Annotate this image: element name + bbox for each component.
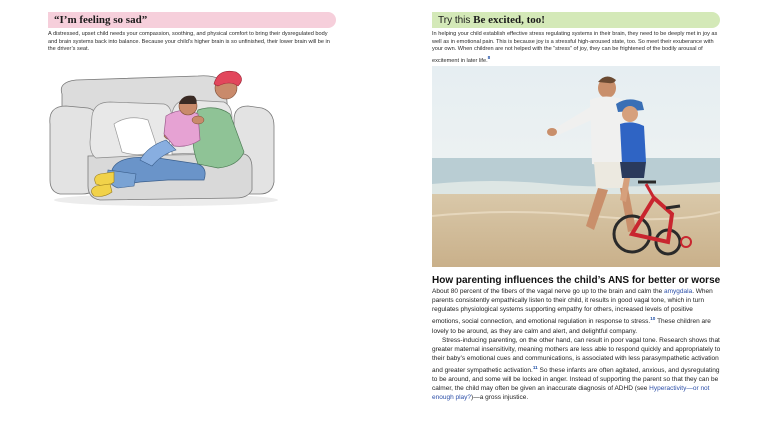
- reference-10[interactable]: 10: [650, 316, 656, 322]
- reference-8[interactable]: 8: [487, 54, 491, 60]
- hyperactivity-link[interactable]: Hyperactivity—or not enough play?: [432, 385, 710, 402]
- amygdala-link[interactable]: amygdala: [664, 288, 693, 295]
- section-body: [432, 287, 722, 402]
- try-this-label: Try this: [438, 15, 471, 26]
- p1-text-c: These children are lovely to be around, as they are calm and alert, and delightful company.: [432, 318, 711, 335]
- paragraph-1: [432, 287, 722, 336]
- p1-text-b: . When parents consistently empathically listen to their child, it results in good vagal tone, which in turn regulates physiological systems supporting empathy for others, increased levels of positive emotions, social connection, and emotional regulation in response to stress.: [432, 288, 713, 326]
- right-intro-text: [432, 31, 720, 65]
- left-heading-bar: [48, 12, 336, 28]
- left-intro-text: A distressed, upset child needs your compassion, soothing, and physical comfort to bring their dysregulated body and brain systems back into balance. Because your child’s higher brain is so unfinished, their lower brain will be in the driver’s seat.: [48, 31, 330, 53]
- section-title: How parenting influences the child’s ANS for better or worse: [432, 275, 721, 286]
- p2-text-c: )—a gross injustice.: [471, 394, 529, 402]
- parent-comforting-child-illustration: [48, 54, 278, 210]
- p1-text-a: About 80 percent of the fibers of the vagal nerve go up to the brain and calm the: [432, 288, 664, 295]
- left-heading: “I’m feeling so sad”: [54, 14, 148, 26]
- paragraph-2: [432, 336, 722, 403]
- father-child-bike-beach-photo: [432, 66, 720, 267]
- right-heading-bar: [432, 12, 720, 28]
- reference-11[interactable]: 11: [532, 364, 538, 370]
- p2-text-a: Stress-inducing parenting, on the other hand, can result in poor vagal tone. Research shows that greater maternal insensitivity, meaning mothers are less able to respond quickly and appropriately to their baby’s emotional cues and communications, is associated with less parasympathetic activation and greater sympathetic activation.: [432, 336, 721, 375]
- right-heading: Be excited, too!: [473, 14, 545, 26]
- right-intro-body: In helping your child establish effective stress regulating systems in their brain, they need to be deeply met in joy as well as in emotional pain. This is because joy is a stressful high-aroused state, too. So meet their exuberance with your own. When children are not helped with the “stress” of joy, they can be frightened of the bodily arousal of excitement in later life.: [432, 31, 718, 64]
- p2-text-b: So these infants are often agitated, anxious, and dysregulating to be around, and some will be locked in anger. Instead of supporting the parent so that they can be calmer, the child may often be given an inaccurate diagnosis of ADHD (see: [432, 367, 720, 393]
